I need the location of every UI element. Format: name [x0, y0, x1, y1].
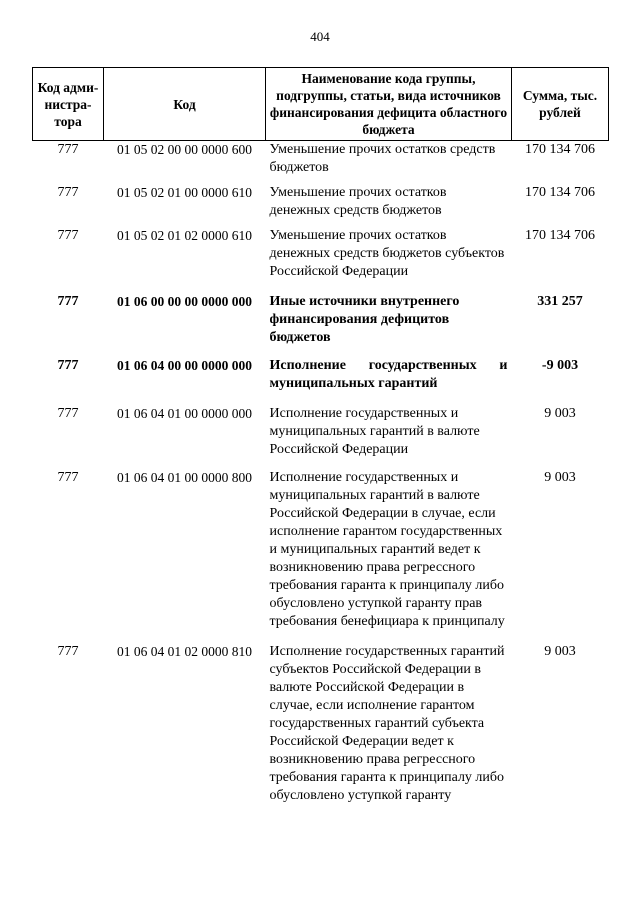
table-row: [33, 184, 609, 227]
table-row: [33, 141, 609, 185]
table-row: [33, 227, 609, 288]
header-admin-code: Код адми-нистра-тора: [33, 68, 104, 141]
cell-code: 01 06 04 00 00 0000 000: [117, 358, 252, 373]
table-row: [33, 288, 609, 354]
cell-amount: -9 003: [541, 358, 579, 373]
header-amount: Сумма, тыс. рублей: [512, 68, 609, 141]
cell-amount: 170 134 706: [525, 142, 595, 157]
table-row: [33, 354, 609, 400]
cell-code: 01 06 04 01 00 0000 000: [117, 406, 252, 421]
budget-sources-table: [32, 67, 609, 812]
cell-code: 01 05 02 01 00 0000 610: [117, 185, 252, 200]
cell-admin: 777: [57, 294, 79, 309]
cell-name: Уменьшение прочих остатков денежных средств бюджетов субъектов Российской Федерации: [269, 228, 505, 279]
cell-admin: 777: [57, 644, 79, 659]
cell-code: 01 05 02 00 00 0000 600: [117, 142, 252, 157]
header-name: Наименование кода группы, подгруппы, статьи, вида источников финансирования дефицита областного бюджета: [266, 68, 512, 141]
cell-name: Исполнение государственных и муниципальных гарантий: [269, 358, 508, 391]
cell-code: 01 06 00 00 00 0000 000: [117, 294, 252, 309]
table-row: [33, 638, 609, 812]
cell-name: Исполнение государственных и муниципальных гарантий в валюте Российской Федерации в случае, если исполнение гарантом государственных и муниципальных гарантий ведет к возникновению права регрессного требования гаранта к принципалу либо обусловлено уступкой гаранту прав требования бенефициара к принципалу: [269, 470, 505, 629]
cell-admin: 777: [57, 470, 79, 485]
table-row: [33, 466, 609, 638]
cell-amount: 9 003: [544, 644, 576, 659]
cell-admin: 777: [57, 358, 79, 373]
cell-admin: 777: [57, 142, 79, 157]
cell-admin: 777: [57, 406, 79, 421]
cell-name: Уменьшение прочих остатков средств бюджетов: [269, 142, 496, 175]
cell-code: 01 05 02 01 02 0000 610: [117, 228, 252, 243]
cell-amount: 9 003: [544, 406, 576, 421]
cell-name: Иные источники внутреннего финансирования дефицитов бюджетов: [269, 294, 460, 345]
cell-name: Уменьшение прочих остатков денежных средств бюджетов: [269, 185, 447, 218]
table-header-row: [33, 68, 609, 141]
cell-amount: 9 003: [544, 470, 576, 485]
cell-admin: 777: [57, 185, 79, 200]
header-code: Код: [104, 68, 266, 141]
cell-name: Исполнение государственных гарантий субъектов Российской Федерации в валюте Российской Федерации в случае, если исполнение гарантом государственных гарантий субъекта Российской Федерации ведет к возникновению права регрессного требования гаранта к принципалу либо обусловлено уступкой гаранту: [269, 644, 505, 803]
cell-name: Исполнение государственных и муниципальных гарантий в валюте Российской Федерации: [269, 406, 480, 457]
cell-code: 01 06 04 01 02 0000 810: [117, 644, 252, 659]
table-row: [33, 400, 609, 466]
cell-amount: 170 134 706: [525, 185, 595, 200]
cell-code: 01 06 04 01 00 0000 800: [117, 470, 252, 485]
page-number: 404: [310, 29, 330, 44]
cell-admin: 777: [57, 228, 79, 243]
cell-amount: 170 134 706: [525, 228, 595, 243]
cell-amount: 331 257: [537, 294, 583, 309]
